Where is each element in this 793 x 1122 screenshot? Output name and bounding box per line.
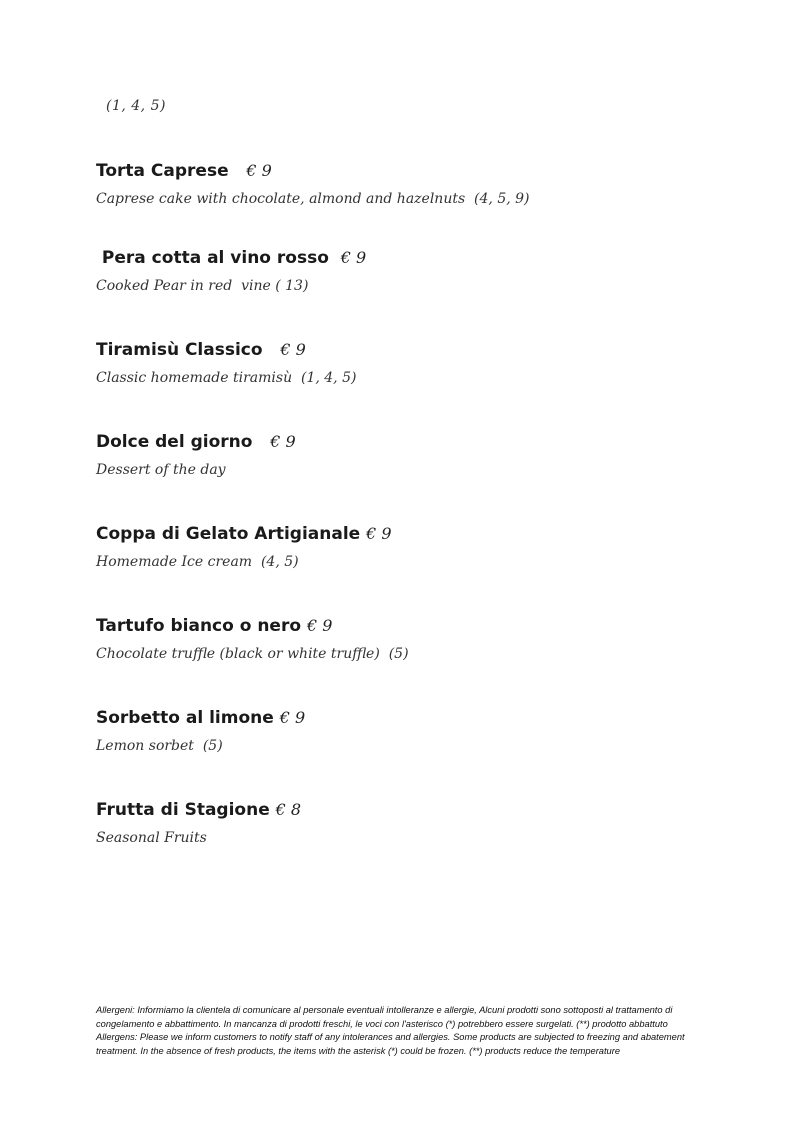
item-name: Coppa di Gelato Artigianale [96, 524, 361, 544]
item-description: Seasonal Fruits [96, 830, 207, 846]
item-price: € 9 [306, 616, 333, 635]
top-allergen-note: (1, 4, 5) [106, 98, 166, 114]
menu-item [96, 799, 716, 847]
item-price: € 9 [270, 432, 296, 451]
menu-item [96, 707, 716, 755]
item-price: € 9 [246, 161, 272, 180]
item-name: Pera cotta al vino rosso [96, 248, 329, 268]
item-name: Tartufo bianco o nero [96, 616, 302, 636]
item-price: € 9 [279, 708, 306, 727]
item-price: € 9 [340, 248, 367, 267]
menu-item [96, 160, 716, 208]
item-name: Tiramisù Classico [96, 340, 263, 360]
item-title-line [96, 160, 716, 182]
item-title-line [96, 247, 716, 269]
allergen-footer [96, 1004, 721, 1058]
footer-line: treatment. In the absence of fresh products, the items with the asterisk (*) could be frozen. (**) products reduce the temperature [96, 1045, 620, 1056]
item-description: Chocolate truffle (black or white truffle) (5) [96, 646, 409, 662]
item-name: Frutta di Stagione [96, 800, 270, 820]
menu-item [96, 247, 716, 295]
item-price: € 9 [280, 340, 306, 359]
footer-line: Allergeni: Informiamo la clientela di comunicare al personale eventuali intolleranze e allergie, Alcuni prodotti sono sottoposti al trattamento di [96, 1005, 673, 1015]
footer-line: Allergens: Please we inform customers to notify staff of any intolerances and allergies. Some products are subjected to freezing and abatement [96, 1032, 685, 1042]
item-description: Homemade Ice cream (4, 5) [96, 554, 299, 570]
menu-item [96, 615, 716, 663]
item-description: Cooked Pear in red vine ( 13) [96, 278, 309, 294]
menu-item [96, 339, 716, 387]
item-description: Dessert of the day [96, 462, 226, 478]
item-description: Caprese cake with chocolate, almond and hazelnuts (4, 5, 9) [96, 191, 530, 207]
item-price: € 8 [275, 800, 302, 819]
item-name: Dolce del giorno [96, 432, 253, 452]
item-title-line [96, 431, 716, 453]
item-title-line [96, 799, 716, 821]
item-name: Torta Caprese [96, 161, 229, 181]
menu-item [96, 431, 716, 479]
item-name: Sorbetto al limone [96, 708, 274, 728]
item-description: Lemon sorbet (5) [96, 738, 223, 754]
menu-item [96, 523, 716, 571]
item-price: € 9 [366, 524, 392, 543]
footer-line: congelamento e abbattimento. In mancanza di prodotti freschi, le voci con l'asterisco (*) potrebbero essere surgelati. (**) prodotto abbattuto [96, 1018, 668, 1029]
item-title-line [96, 339, 716, 361]
item-title-line [96, 615, 716, 637]
item-description: Classic homemade tiramisù (1, 4, 5) [96, 370, 357, 386]
item-title-line [96, 523, 716, 545]
item-title-line [96, 707, 716, 729]
